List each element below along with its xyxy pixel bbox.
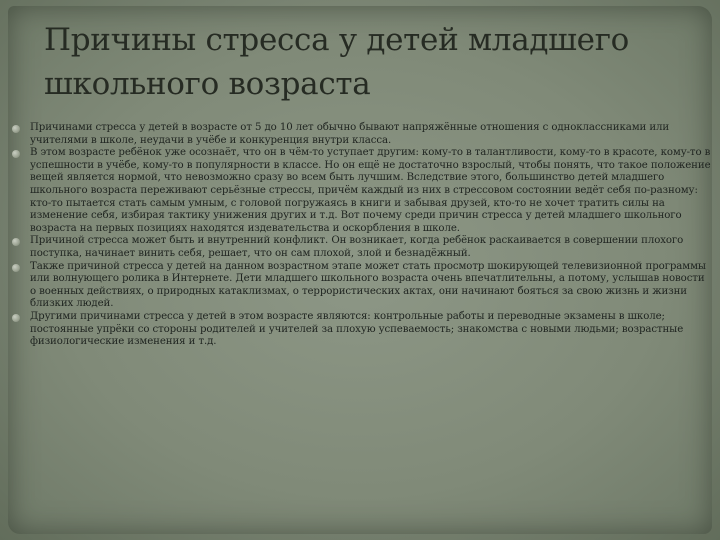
round-bullet-icon: [12, 264, 20, 272]
round-bullet-icon: [12, 150, 20, 158]
bullet-text: Причиной стресса может быть и внутренний конфликт. Он возникает, когда ребёнок раскаивается в совершении плохого поступка, начинает винить себя, решает, что он сам плохой, злой и безнадёжный.: [30, 235, 684, 259]
round-bullet-icon: [12, 238, 20, 246]
bullet-text: Другими причинами стресса у детей в этом возрасте являются: контрольные работы и переводные экзамены в школе; постоянные упрёки со стороны родителей и учителей за плохую успеваемость; знакомства с новыми людьми; возрастные физиологические изменения и т.д.: [30, 310, 684, 348]
bullet-text: В этом возрасте ребёнок уже осознаёт, что он в чём-то уступает другим: кому-то в талантливости, кому-то в красоте, кому-то в успешности в учёбе, кому-то в популярности в классе. Но он ещё не достаточно взрослый, чтобы понять, что такое положение вещей является нормой, что невозможно сразу во всем быть лучшим. Вследствие этого, большинство детей младшего школьного возраста переживают серьёзные стрессы, причём каждый из них в стрессовом состоянии ведёт себя по-разному: кто-то пытается стать самым умным, с головой погружаясь в книги и забывая друзей, кто-то не хочет тратить силы на изменение себя, избирая тактику унижения других и т.д. Вот почему среди причин стресса у детей младшего школьного возраста на первых позициях находятся издевательства и оскорбления в школе.: [30, 147, 711, 234]
bullet-item: [12, 261, 712, 311]
bullet-text: Причинами стресса у детей в возрасте от 5 до 10 лет обычно бывают напряжённые отношения с одноклассниками или учителями в школе, неудачи в учёбе и конкуренция внутри класса.: [30, 122, 670, 146]
bullet-item: [12, 311, 712, 349]
bullet-list: [12, 122, 712, 349]
bullet-item: [12, 147, 712, 235]
round-bullet-icon: [12, 125, 20, 133]
slide-title: Причины стресса у детей младшего школьного возраста: [44, 22, 630, 102]
bullet-item: [12, 235, 712, 260]
round-bullet-icon: [12, 314, 20, 322]
bullet-item: [12, 122, 712, 147]
bullet-text: Также причиной стресса у детей на данном возрастном этапе может стать просмотр шокирующей телевизионной программы или волнующего ролика в Интернете. Дети младшего школьного возраста очень впечатлительны, а потому, услышав новости о военных действиях, о природных катаклизмах, о террористических актах, они начинают бояться за свою жизнь и жизни близких людей.: [30, 260, 706, 310]
